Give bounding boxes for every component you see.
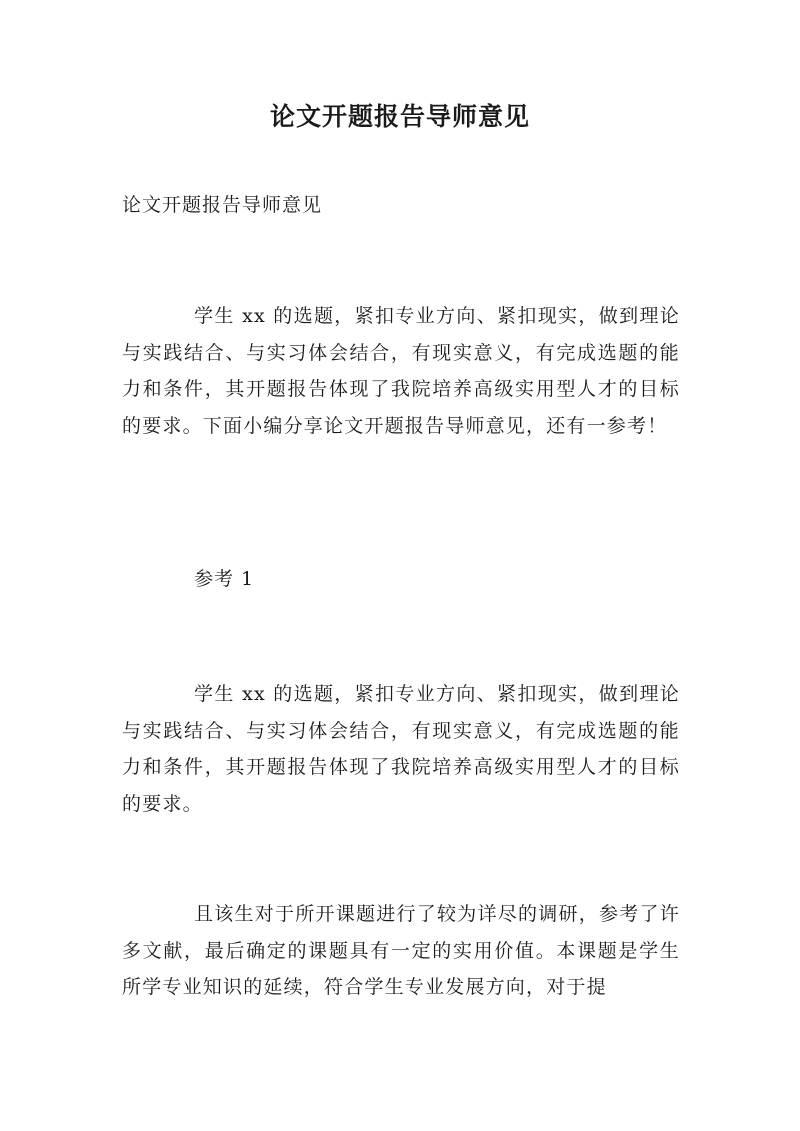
reference-paragraph-1: 学生 xx 的选题，紧扣专业方向、紧扣现实，做到理论与实践结合、与实习体会结合，有现实意义，有完成选题的能力和条件，其开题报告体现了我院培养高级实用型人才的目标的要求。 [122, 683, 680, 815]
document-subtitle: 论文开题报告导师意见 [122, 194, 323, 216]
section-heading: 参考 1 [194, 568, 255, 590]
reference-paragraph-2: 且该生对于所开课题进行了较为详尽的调研，参考了许多文献，最后确定的课题具有一定的实用价值。本课题是学生所学专业知识的延续，符合学生专业发展方向，对于提 [122, 903, 680, 998]
intro-paragraph: 学生 xx 的选题，紧扣专业方向、紧扣现实，做到理论与实践结合、与实习体会结合，有现实意义，有完成选题的能力和条件，其开题报告体现了我院培养高级实用型人才的目标的要求。下面小编分享论文开题报告导师意见，还有一参考！ [122, 305, 680, 437]
document-title: 论文开题报告导师意见 [269, 102, 530, 131]
